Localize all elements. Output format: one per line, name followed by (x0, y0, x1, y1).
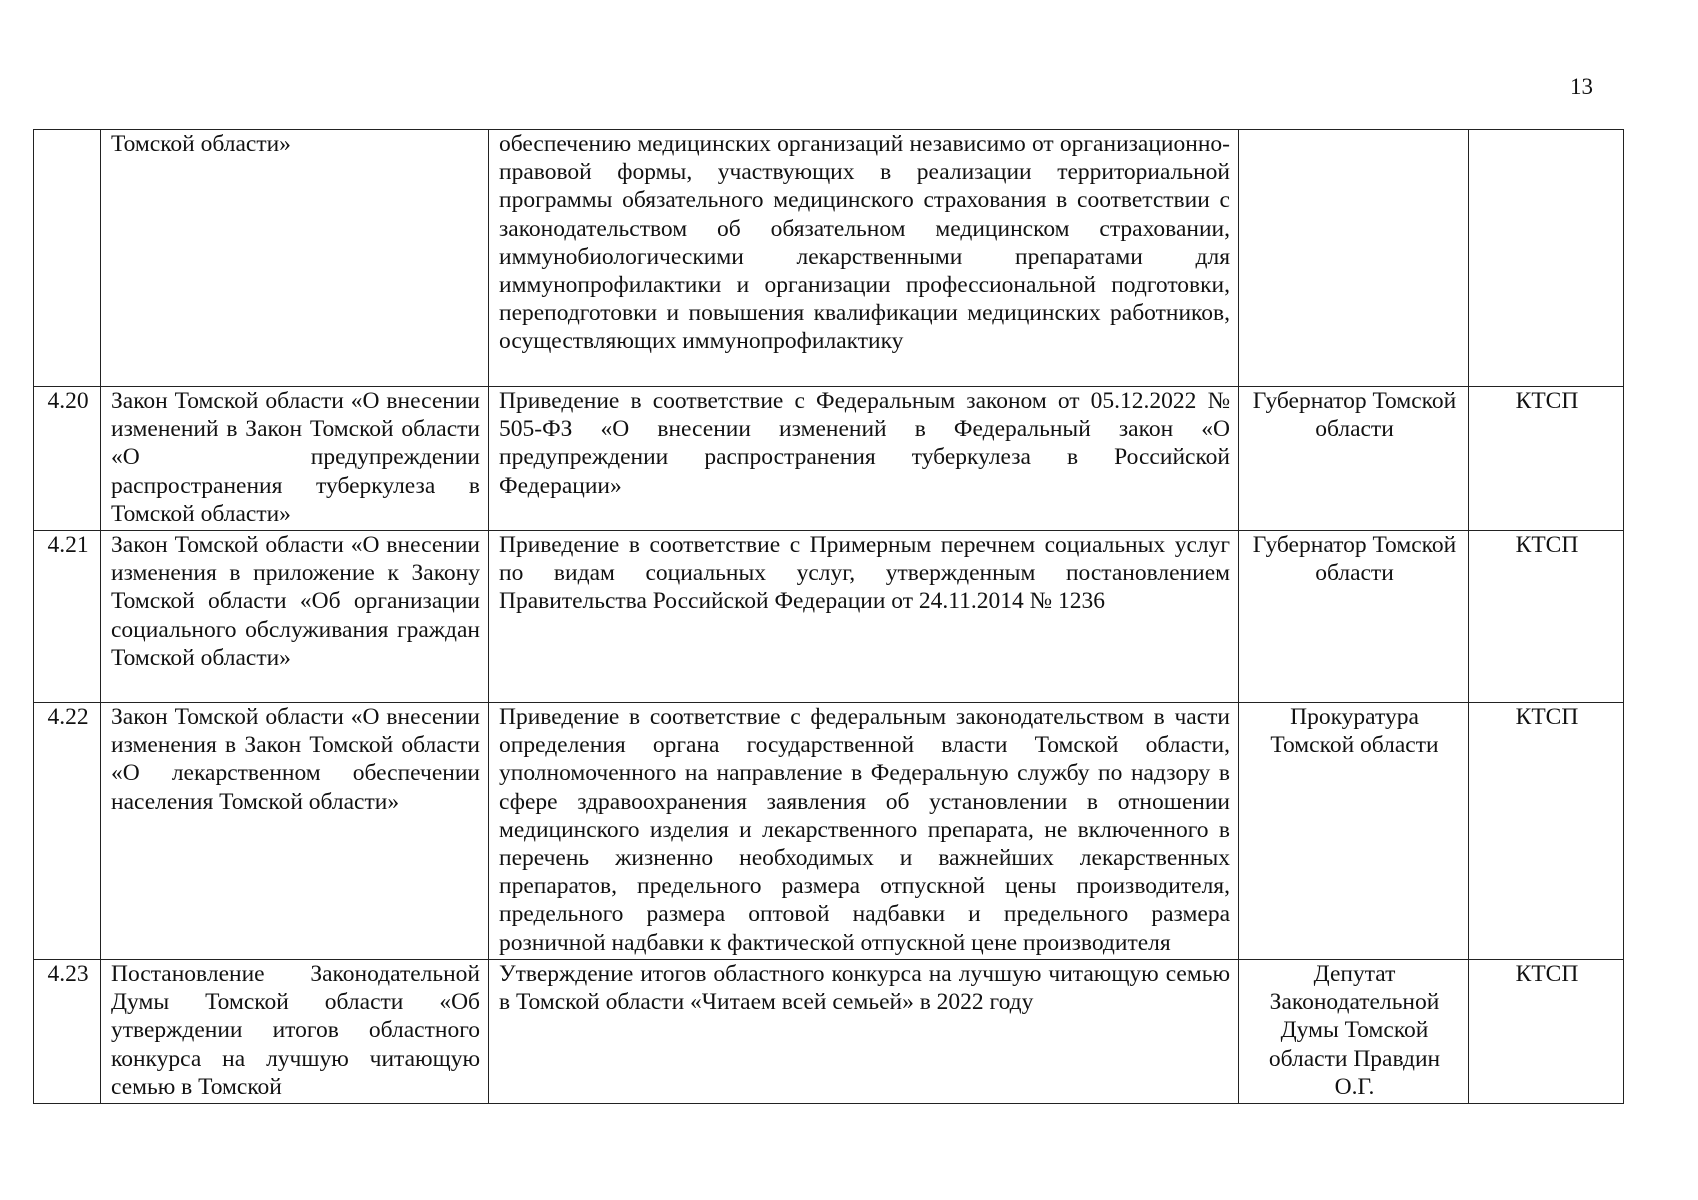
act-purpose-cell: Приведение в соответствие с Примерным перечнем социальных услуг по видам социальных услуг, утвержденным постановлением Правительства Российской Федерации от 24.11.2014 № 1236 (489, 531, 1239, 703)
row-number-cell (34, 130, 101, 387)
initiator-cell: Прокуратура Томской области (1239, 703, 1469, 960)
act-name-cell: Закон Томской области «О внесении изменения в Закон Томской области «О лекарственном обеспечении населения Томской области» (101, 703, 489, 960)
initiator-cell: Губернатор Томской области (1239, 387, 1469, 531)
act-name-cell: Закон Томской области «О внесении изменения в приложение к Закону Томской области «Об организации социального обслуживания граждан Томской области» (101, 531, 489, 703)
table-row (34, 703, 1624, 960)
committee-cell: КТСП (1469, 387, 1624, 531)
committee-cell: КТСП (1469, 960, 1624, 1104)
act-name-cell: Томской области» (101, 130, 489, 387)
legislation-plan-table (33, 129, 1624, 1104)
initiator-cell (1239, 130, 1469, 387)
page-number: 13 (1570, 74, 1593, 99)
act-name-cell: Постановление Законодательной Думы Томской области «Об утверждении итогов областного конкурса на лучшую читающую семью в Томской (101, 960, 489, 1104)
table-row (34, 960, 1624, 1104)
table-row (34, 130, 1624, 387)
row-number-cell: 4.23 (34, 960, 101, 1104)
row-number-cell: 4.22 (34, 703, 101, 960)
initiator-cell: Депутат Законодательной Думы Томской области Правдин О.Г. (1239, 960, 1469, 1104)
act-purpose-cell: Приведение в соответствие с федеральным законодательством в части определения органа государственной власти Томской области, уполномоченного на направление в Федеральную службу по надзору в сфере здравоохранения заявления об установлении в отношении медицинского изделия и лекарственного препарата, не включенного в перечень жизненно необходимых и важнейших лекарственных препаратов, предельного размера отпускной цены производителя, предельного размера оптовой надбавки и предельного размера розничной надбавки к фактической отпускной цене производителя (489, 703, 1239, 960)
committee-cell (1469, 130, 1624, 387)
act-purpose-cell: Приведение в соответствие с Федеральным законом от 05.12.2022 № 505-ФЗ «О внесении изменений в Федеральный закон «О предупреждении распространения туберкулеза в Российской Федерации» (489, 387, 1239, 531)
act-purpose-cell: обеспечению медицинских организаций независимо от организационно-правовой формы, участвующих в реализации территориальной программы обязательного медицинского страхования в соответствии с законодательством об обязательном медицинском страховании, иммунобиологическими лекарственными препаратами для иммунопрофилактики и организации профессиональной подготовки, переподготовки и повышения квалификации медицинских работников, осуществляющих иммунопрофилактику (489, 130, 1239, 387)
row-number-cell: 4.21 (34, 531, 101, 703)
act-purpose-cell: Утверждение итогов областного конкурса на лучшую читающую семью в Томской области «Читаем всей семьей» в 2022 году (489, 960, 1239, 1104)
row-number-cell: 4.20 (34, 387, 101, 531)
initiator-cell: Губернатор Томской области (1239, 531, 1469, 703)
table-row (34, 387, 1624, 531)
table-row (34, 531, 1624, 703)
committee-cell: КТСП (1469, 531, 1624, 703)
act-name-cell: Закон Томской области «О внесении изменений в Закон Томской области «О предупреждении распространения туберкулеза в Томской области» (101, 387, 489, 531)
committee-cell: КТСП (1469, 703, 1624, 960)
